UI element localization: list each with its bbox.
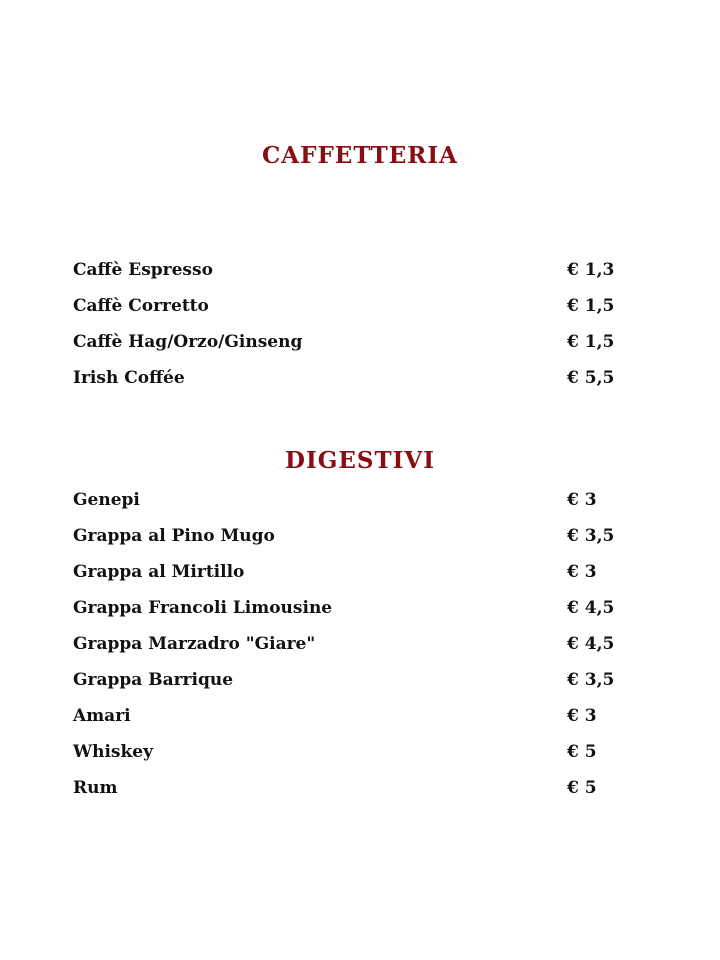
menu-item [73,292,633,328]
item-price: € 1,3 [567,260,615,280]
item-price: € 5 [567,742,597,762]
item-price: € 4,5 [567,634,615,654]
item-price: € 5,5 [567,368,615,388]
menu-item [73,594,633,630]
item-name: Rum [73,778,118,798]
item-name: Caffè Hag/Orzo/Ginseng [73,332,303,352]
item-name: Whiskey [73,742,153,762]
menu-item [73,630,633,666]
menu-item [73,364,633,400]
item-name: Grappa Barrique [73,670,234,690]
item-name: Caffè Espresso [73,260,213,280]
item-price: € 5 [567,778,597,798]
item-price: € 1,5 [567,296,615,316]
item-price: € 4,5 [567,598,615,618]
item-name: Grappa Francoli Limousine [73,598,333,618]
menu-item [73,666,633,702]
menu-item [73,486,633,522]
menu-item [73,558,633,594]
item-name: Grappa al Pino Mugo [73,526,275,546]
item-name: Irish Coffée [73,368,185,388]
item-price: € 3,5 [567,526,615,546]
item-price: € 3,5 [567,670,615,690]
item-price: € 1,5 [567,332,615,352]
item-price: € 3 [567,562,597,582]
item-name: Grappa Marzadro "Giare" [73,634,316,654]
item-price: € 3 [567,490,597,510]
section-title-caffetteria: CAFFETTERIA [262,142,458,169]
menu-item [73,774,633,810]
menu-item [73,702,633,738]
item-name: Genepi [73,490,140,510]
menu-item [73,738,633,774]
item-price: € 3 [567,706,597,726]
caffetteria-list [73,256,633,400]
menu-item [73,522,633,558]
section-title-digestivi: DIGESTIVI [285,447,435,474]
menu-item [73,256,633,292]
item-name: Grappa al Mirtillo [73,562,245,582]
menu-item [73,328,633,364]
item-name: Amari [73,706,131,726]
item-name: Caffè Corretto [73,296,209,316]
digestivi-list [73,486,633,810]
